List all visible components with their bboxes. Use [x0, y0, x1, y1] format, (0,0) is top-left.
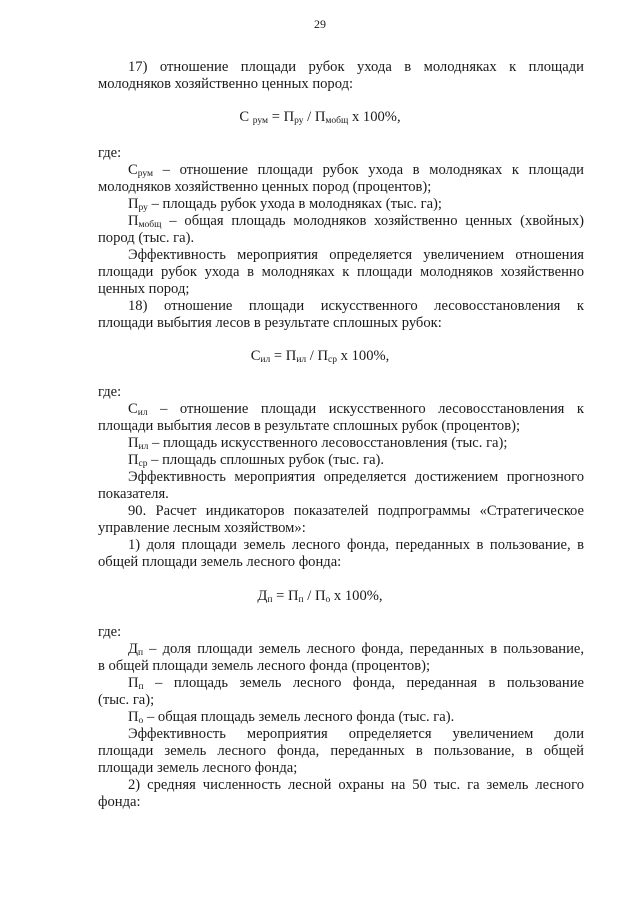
effectiveness-3-line-3: площади земель лесного фонда; — [98, 760, 298, 776]
definition-text: – площадь искусственного лесовосстановления (тыс. га); — [148, 435, 508, 451]
def-p-ru — [128, 196, 584, 213]
definition-text: – площадь сплошных рубок (тыс. га). — [147, 452, 385, 468]
where-label-2: где: — [98, 384, 122, 400]
definition-text: – доля площади земель лесного фонда, переданных в пользование, — [143, 641, 584, 657]
symbol: С — [128, 401, 138, 417]
definition-text: – отношение площади искусственного лесовосстановления к — [147, 401, 584, 417]
symbol-sub: ру — [138, 203, 148, 213]
effectiveness-2-line-2: показателя. — [98, 486, 169, 502]
formula-eq: = П — [270, 348, 297, 364]
symbol: П — [128, 709, 139, 725]
page-number: 29 — [314, 17, 326, 31]
definition-text: – общая площадь земель лесного фонда (тыс. га). — [143, 709, 455, 725]
formula-div: / П — [306, 348, 329, 364]
formula-b-sub: ср — [328, 355, 338, 365]
effectiveness-3-line-1: Эффективность мероприятия определяется увеличением доли — [128, 726, 584, 742]
symbol: П — [128, 196, 139, 212]
item-17-line-1: 17) отношение площади рубок ухода в молодняках к площади — [128, 59, 584, 75]
symbol: П — [128, 213, 139, 229]
def-p-p-line-1 — [128, 675, 584, 692]
formula-d-p — [0, 588, 640, 605]
formula-div: / П — [303, 588, 326, 604]
item-1-line-1: 1) доля площади земель лесного фонда, переданных в пользование, в — [128, 537, 584, 553]
formula-div: / П — [303, 109, 326, 125]
item-18-line-1: 18) отношение площади искусственного лесовосстановления к — [128, 298, 584, 314]
symbol-sub: о — [138, 716, 144, 726]
formula-a-sub: ру — [294, 116, 304, 126]
effectiveness-2-line-1: Эффективность мероприятия определяется достижением прогнозного — [128, 469, 584, 485]
item-1-line-2: общей площади земель лесного фонда: — [98, 554, 342, 570]
definition-text: – площадь рубок ухода в молодняках (тыс. га); — [147, 196, 442, 212]
formula-a-sub: п — [298, 595, 304, 605]
symbol: П — [128, 435, 139, 451]
definition-text: – отношение площади рубок ухода в молодняках к площади — [153, 162, 584, 178]
def-p-il — [128, 435, 584, 452]
formula-c-il — [0, 348, 640, 365]
def-p-mobshch-line-1 — [128, 213, 584, 230]
symbol: Д — [128, 641, 138, 657]
formula-tail: х 100%, — [348, 109, 401, 125]
effectiveness-3-line-2: площади земель лесного фонда, переданных в пользование, в общей — [98, 743, 584, 759]
effectiveness-1-line-3: ценных пород; — [98, 281, 190, 297]
def-c-rum-line-2: молодняков хозяйственно ценных пород (процентов); — [98, 179, 432, 195]
symbol-sub: мобщ — [138, 220, 162, 230]
def-p-o — [128, 709, 584, 726]
def-d-p-line-2: в общей площади земель лесного фонда (процентов); — [98, 658, 431, 674]
def-d-p-line-1 — [128, 641, 584, 658]
def-p-sr — [128, 452, 584, 469]
item-18-line-2: площади выбытия лесов в результате сплошных рубок: — [98, 315, 442, 331]
formula-lhs: Д — [257, 588, 268, 604]
formula-lhs-sub: ил — [260, 355, 271, 365]
formula-a-sub: ил — [296, 355, 307, 365]
def-c-il-line-1 — [128, 401, 584, 418]
def-p-p-line-2: (тыс. га); — [98, 692, 155, 708]
formula-c-rum — [0, 109, 640, 126]
symbol-sub: рум — [137, 169, 153, 179]
item-2-line-2: фонда: — [98, 794, 141, 810]
symbol: П — [128, 675, 139, 691]
item-2-line-1: 2) средняя численность лесной охраны на 50 тыс. га земель лесного — [128, 777, 584, 793]
item-17-line-2: молодняков хозяйственно ценных пород: — [98, 76, 354, 92]
symbol-sub: п — [138, 682, 144, 692]
effectiveness-1-line-2: площади рубок ухода в молодняках к площади молодняков хозяйственно — [98, 264, 584, 280]
where-label-3: где: — [98, 624, 122, 640]
symbol: П — [128, 452, 139, 468]
definition-text: – площадь земель лесного фонда, переданная в пользование — [143, 675, 584, 691]
definition-text: – общая площадь молодняков хозяйственно ценных (хвойных) — [161, 213, 584, 229]
formula-tail: х 100%, — [337, 348, 390, 364]
def-c-rum-line-1 — [128, 162, 584, 179]
effectiveness-1-line-1: Эффективность мероприятия определяется увеличением отношения — [128, 247, 584, 263]
def-c-il-line-2: площади выбытия лесов в результате сплошных рубок (процентов); — [98, 418, 521, 434]
where-label-1: где: — [98, 145, 122, 161]
para-90-line-2: управление лесным хозяйством»: — [98, 520, 306, 536]
symbol-sub: ср — [138, 459, 148, 469]
formula-lhs-sub: п — [267, 595, 273, 605]
symbol-sub: п — [137, 648, 144, 658]
symbol: С — [128, 162, 138, 178]
symbol-sub: ил — [137, 408, 148, 418]
formula-lhs: С — [239, 109, 250, 125]
para-90-line-1: 90. Расчет индикаторов показателей подпрограммы «Стратегическое — [128, 503, 584, 519]
symbol-sub: ил — [138, 442, 149, 452]
formula-eq: = П — [271, 109, 295, 125]
formula-tail: х 100%, — [330, 588, 383, 604]
formula-lhs: С — [250, 348, 261, 364]
formula-eq: = П — [272, 588, 299, 604]
formula-lhs-sub: рум — [252, 116, 269, 126]
formula-b-sub: мобщ — [325, 116, 349, 126]
def-p-mobshch-line-2: пород (тыс. га). — [98, 230, 195, 246]
formula-b-sub: о — [325, 595, 331, 605]
